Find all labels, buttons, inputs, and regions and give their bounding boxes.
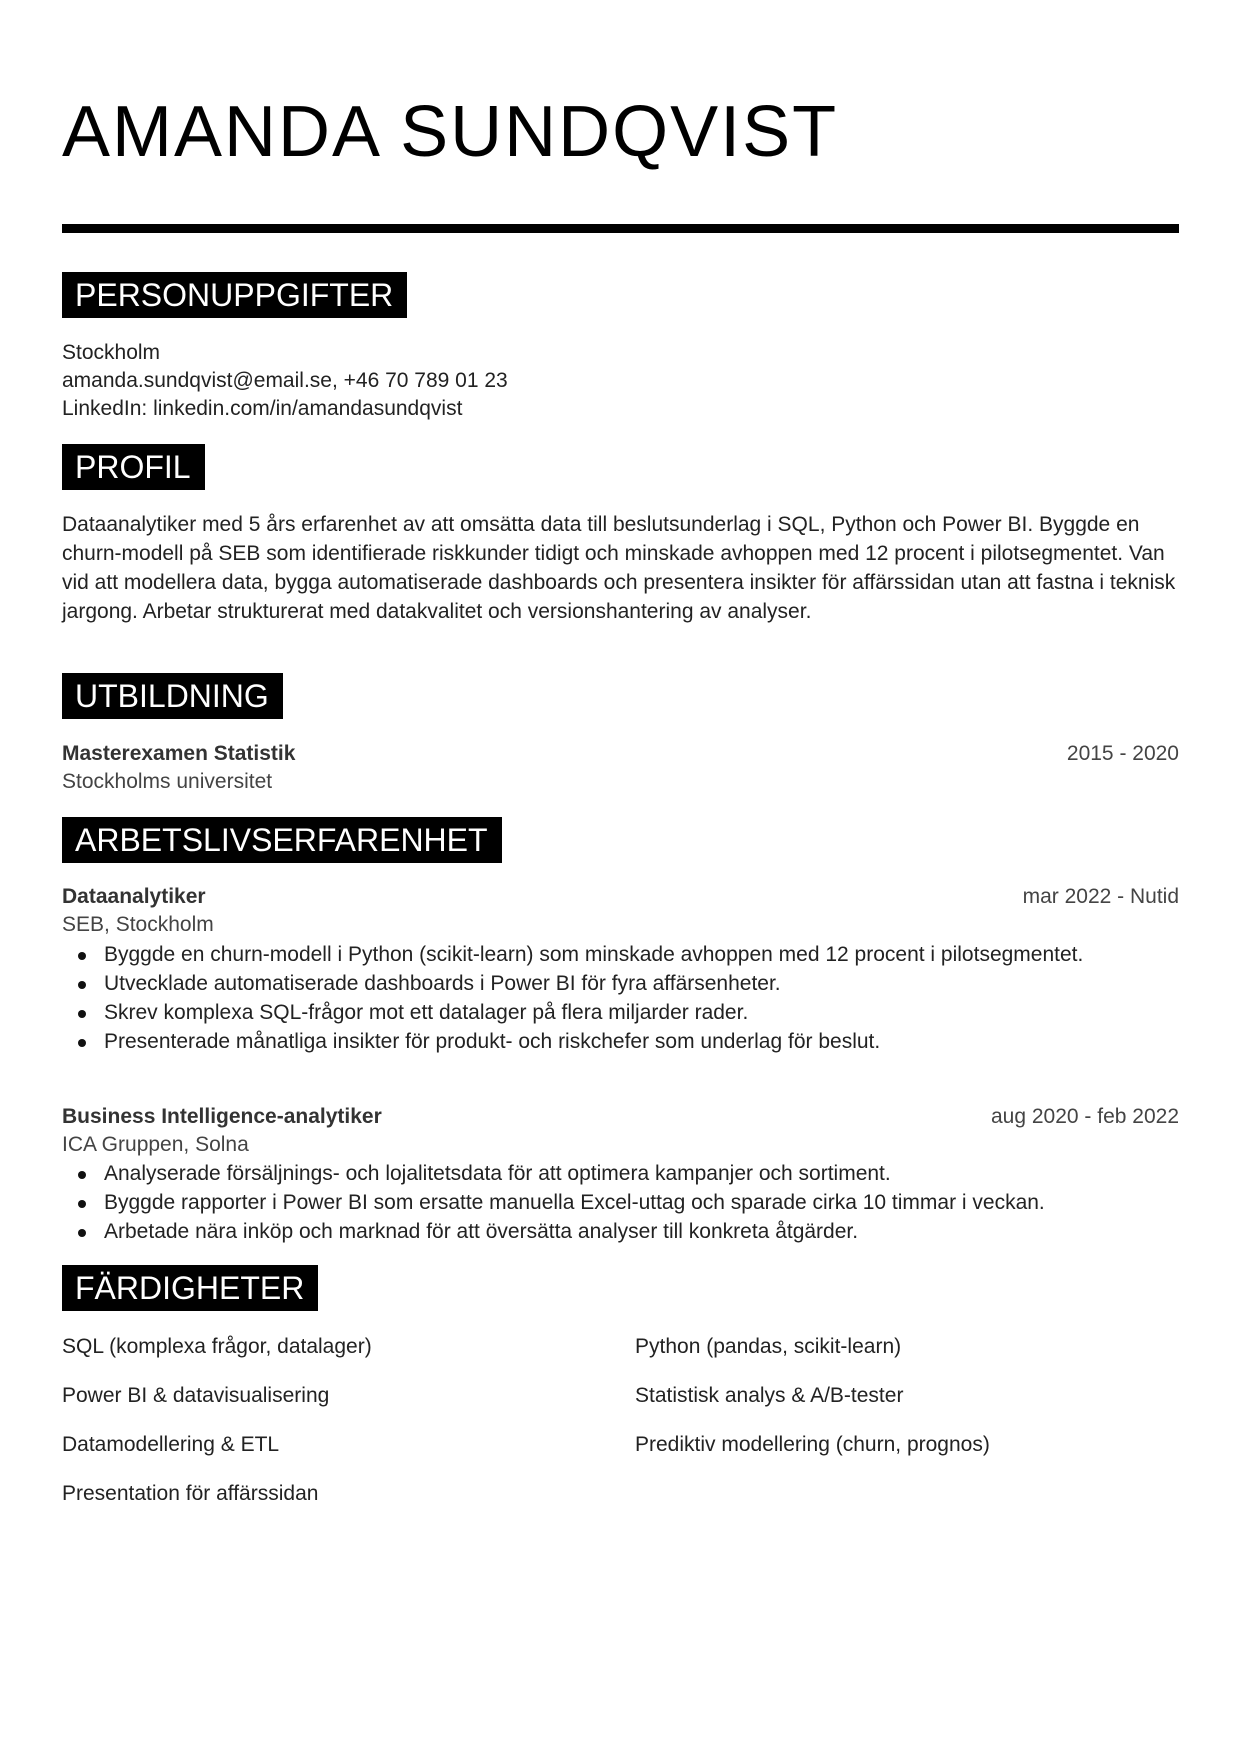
job-dates: aug 2020 - feb 2022 xyxy=(991,1105,1179,1128)
skill-item: Statistisk analys & A/B-tester xyxy=(635,1384,904,1407)
job-dates: mar 2022 - Nutid xyxy=(1022,885,1179,908)
bullet-item: Byggde rapporter i Power BI som ersatte manuella Excel-uttag och sparade cirka 10 timmar i veckan. xyxy=(104,1188,1154,1217)
header-divider xyxy=(62,224,1179,233)
job-bullets xyxy=(62,940,1154,1056)
candidate-name: AMANDA SUNDQVIST xyxy=(62,92,839,172)
section-heading-personal: PERSONUPPGIFTER xyxy=(62,272,407,318)
skill-item: Power BI & datavisualisering xyxy=(62,1384,330,1407)
education-dates: 2015 - 2020 xyxy=(1066,742,1179,765)
personal-contact: amanda.sundqvist@email.se, +46 70 789 01 23 xyxy=(62,369,508,392)
section-heading-skills: FÄRDIGHETER xyxy=(62,1265,318,1311)
bullet-item: Utvecklade automatiserade dashboards i Power BI för fyra affärsenheter. xyxy=(104,969,1154,998)
education-school: Stockholms universitet xyxy=(62,770,273,793)
education-degree: Masterexamen Statistik xyxy=(62,742,296,765)
section-heading-experience: ARBETSLIVSERFARENHET xyxy=(62,817,502,863)
job-bullets xyxy=(62,1159,1154,1246)
bullet-item: Presenterade månatliga insikter för produkt- och riskchefer som underlag för beslut. xyxy=(104,1027,1154,1056)
personal-linkedin: LinkedIn: linkedin.com/in/amandasundqvist xyxy=(62,397,463,420)
job-title: Business Intelligence-analytiker xyxy=(62,1105,382,1128)
job-organization: ICA Gruppen, Solna xyxy=(62,1133,249,1156)
personal-city: Stockholm xyxy=(62,341,161,364)
section-heading-education: UTBILDNING xyxy=(62,673,283,719)
profile-summary: Dataanalytiker med 5 års erfarenhet av att omsätta data till beslutsunderlag i SQL, Python och Power BI. Byggde en churn-modell på SEB som identifierade riskkunder tidigt och minskade avhoppen med 12 procent i pilotsegmentet. Van vid att modellera data, bygga automatiserade dashboards och presentera insikter för affärssidan utan att fastna i teknisk jargong. Arbetar strukturerat med datakvalitet och versionshantering av analyser. xyxy=(62,513,1176,623)
skill-item: Datamodellering & ETL xyxy=(62,1433,280,1456)
bullet-item: Analyserade försäljnings- och lojalitetsdata för att optimera kampanjer och sortiment. xyxy=(104,1159,1154,1188)
bullet-item: Arbetade nära inköp och marknad för att översätta analyser till konkreta åtgärder. xyxy=(104,1217,1154,1246)
skill-item: Prediktiv modellering (churn, prognos) xyxy=(635,1433,990,1456)
section-heading-profile: PROFIL xyxy=(62,444,205,490)
job-title: Dataanalytiker xyxy=(62,885,206,908)
bullet-item: Skrev komplexa SQL-frågor mot ett datalager på flera miljarder rader. xyxy=(104,998,1154,1027)
skill-item: Presentation för affärssidan xyxy=(62,1482,319,1505)
skill-item: Python (pandas, scikit-learn) xyxy=(635,1335,902,1358)
skill-item: SQL (komplexa frågor, datalager) xyxy=(62,1335,372,1358)
job-organization: SEB, Stockholm xyxy=(62,913,214,936)
bullet-item: Byggde en churn-modell i Python (scikit-learn) som minskade avhoppen med 12 procent i pilotsegmentet. xyxy=(104,940,1154,969)
